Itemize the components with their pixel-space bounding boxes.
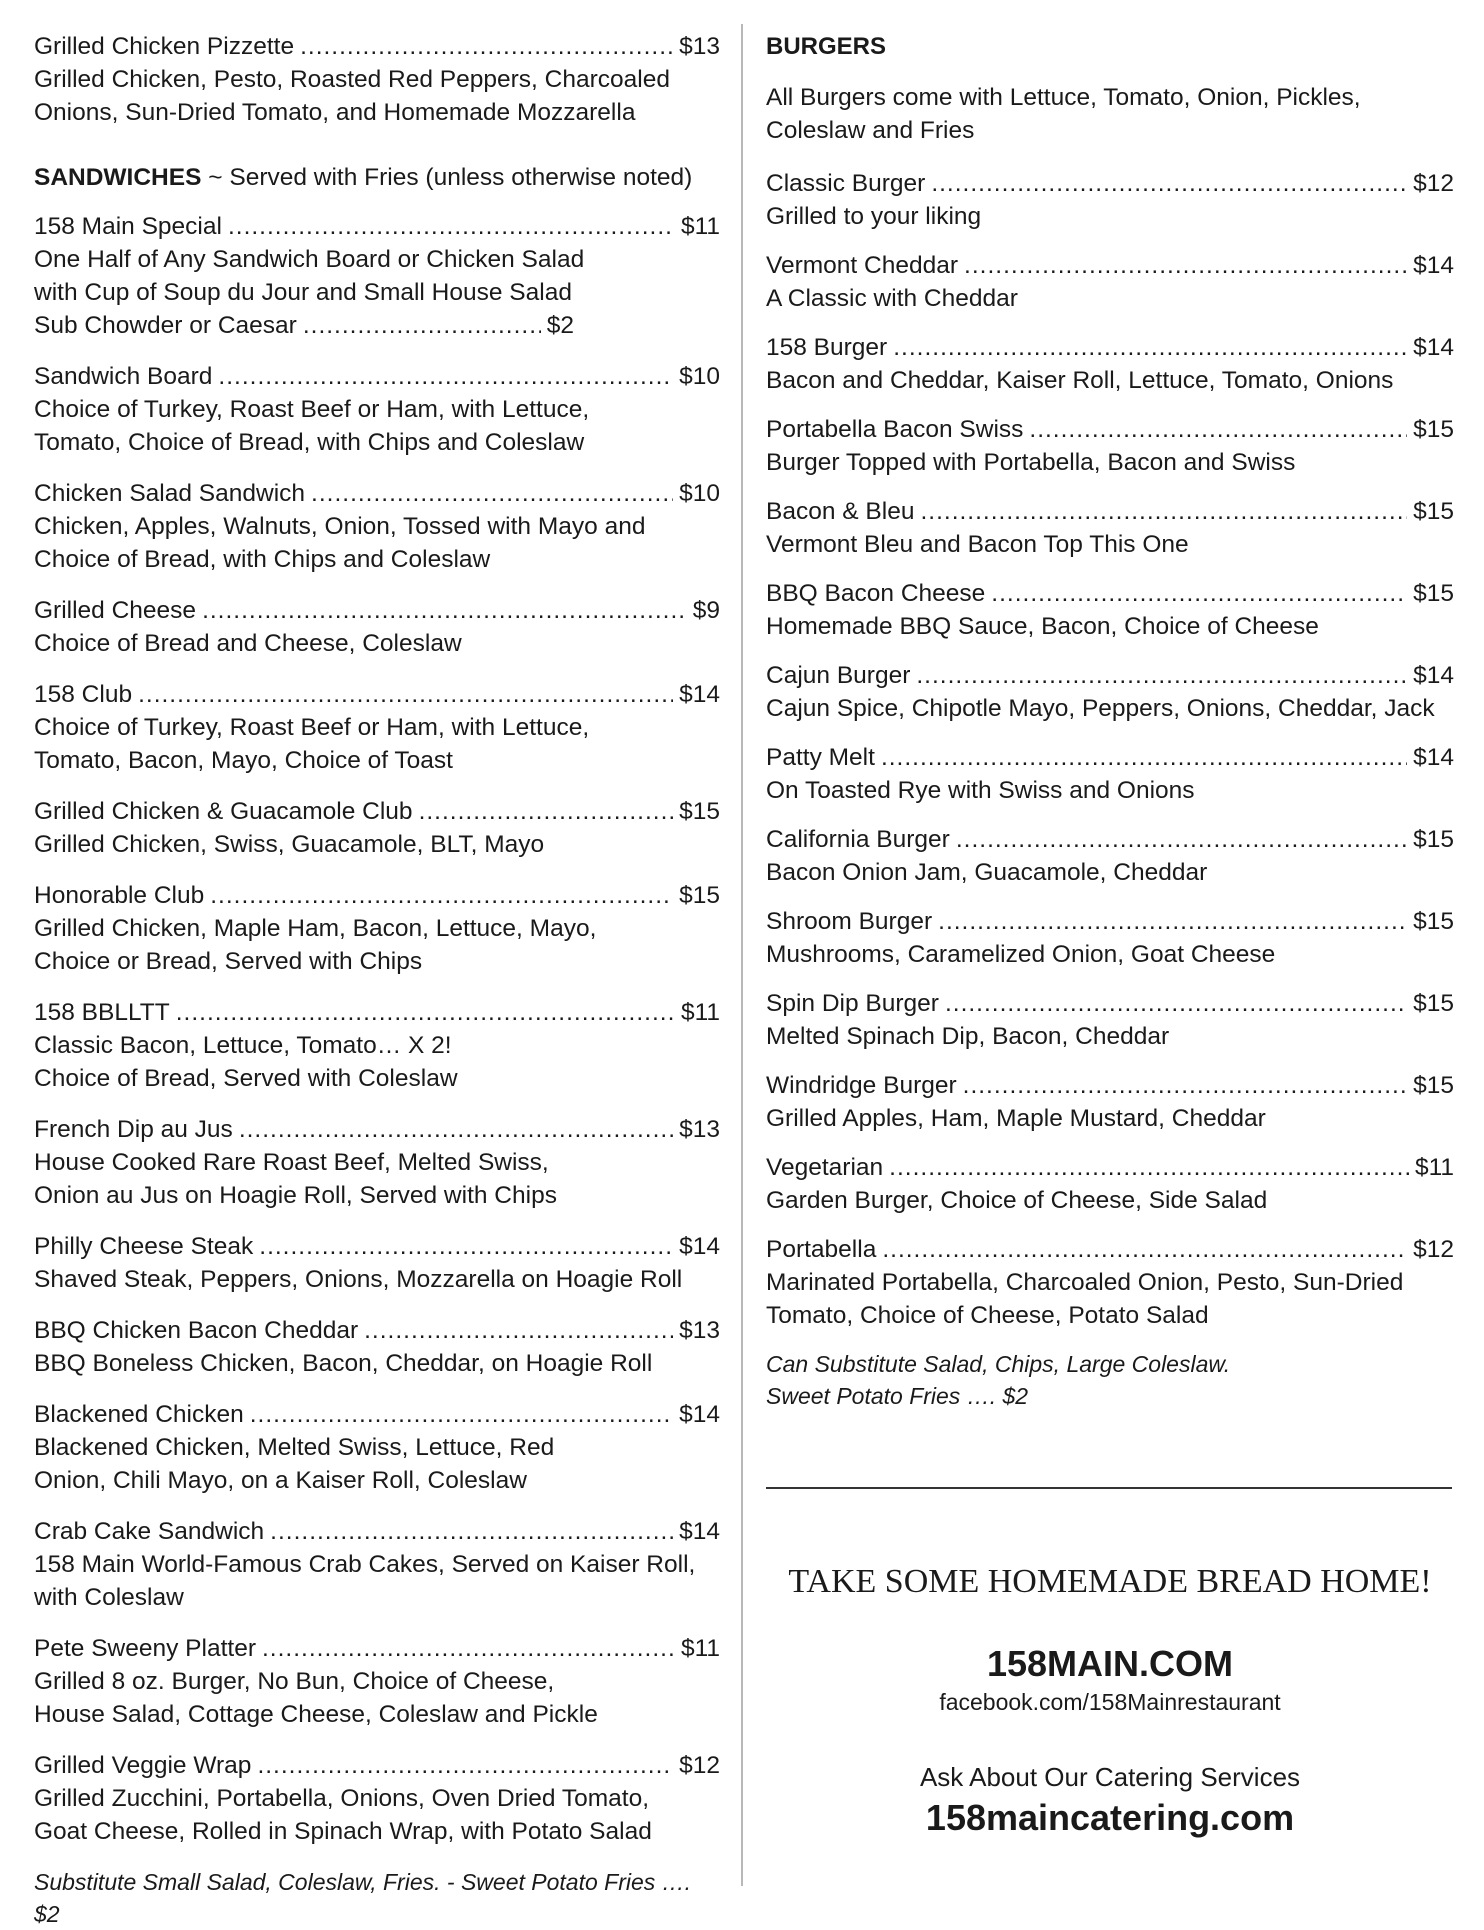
menu-item bbox=[766, 331, 1454, 397]
item-desc: Burger Topped with Portabella, Bacon and Swiss bbox=[766, 449, 1296, 476]
item-desc: One Half of Any Sandwich Board or Chicken Salad bbox=[34, 246, 585, 273]
item-desc: Choice of Bread, Served with Coleslaw bbox=[34, 1065, 458, 1092]
item-name: 158 Burger bbox=[766, 334, 888, 361]
item-desc: Grilled Chicken, Pesto, Roasted Red Peppers, Charcoaled bbox=[34, 66, 670, 93]
item-name: 158 BBLLTT bbox=[34, 999, 170, 1026]
item-desc: Homemade BBQ Sauce, Bacon, Choice of Cheese bbox=[766, 613, 1319, 640]
menu-item bbox=[766, 413, 1454, 479]
item-desc: with Cup of Soup du Jour and Small House Salad bbox=[34, 279, 572, 306]
menu-item bbox=[34, 210, 720, 342]
facebook-link[interactable]: facebook.com/158Mainrestaurant bbox=[939, 1689, 1281, 1715]
menu-item bbox=[34, 594, 720, 660]
item-price: $10 bbox=[679, 363, 720, 390]
item-name: Spin Dip Burger bbox=[766, 990, 939, 1017]
item-price: $14 bbox=[1413, 252, 1454, 279]
item-name: BBQ Bacon Cheese bbox=[766, 580, 986, 607]
item-price: $15 bbox=[1413, 908, 1454, 935]
menu-item bbox=[34, 795, 720, 861]
item-price: $12 bbox=[1413, 170, 1454, 197]
item-name: 158 Main Special bbox=[34, 213, 222, 240]
menu-item bbox=[34, 996, 720, 1095]
item-desc: Garden Burger, Choice of Cheese, Side Salad bbox=[766, 1187, 1268, 1214]
item-desc: Grilled Apples, Ham, Maple Mustard, Cheddar bbox=[766, 1105, 1266, 1132]
item-name: French Dip au Jus bbox=[34, 1116, 233, 1143]
item-desc: Grilled Chicken, Maple Ham, Bacon, Lettuce, Mayo, bbox=[34, 915, 597, 942]
menu-item bbox=[766, 741, 1454, 807]
menu-item bbox=[766, 249, 1454, 315]
item-desc: Mushrooms, Caramelized Onion, Goat Cheese bbox=[766, 941, 1276, 968]
menu-item bbox=[766, 167, 1454, 233]
item-desc: Tomato, Choice of Cheese, Potato Salad bbox=[766, 1302, 1209, 1329]
menu-item bbox=[34, 1113, 720, 1212]
item-desc: Choice of Turkey, Roast Beef or Ham, with Lettuce, bbox=[34, 714, 590, 741]
item-desc: Onions, Sun-Dried Tomato, and Homemade Mozzarella bbox=[34, 99, 636, 126]
item-name: Windridge Burger bbox=[766, 1072, 957, 1099]
item-desc: Melted Spinach Dip, Bacon, Cheddar bbox=[766, 1023, 1170, 1050]
item-price: $15 bbox=[1413, 580, 1454, 607]
menu-item bbox=[34, 1749, 720, 1848]
item-desc: Grilled Chicken, Swiss, Guacamole, BLT, Mayo bbox=[34, 831, 545, 858]
item-name: Philly Cheese Steak bbox=[34, 1233, 254, 1260]
item-desc: Grilled 8 oz. Burger, No Bun, Choice of Cheese, bbox=[34, 1668, 555, 1695]
item-price: $15 bbox=[679, 882, 720, 909]
item-price: $13 bbox=[679, 1116, 720, 1143]
item-name: Honorable Club bbox=[34, 882, 205, 909]
item-desc: Choice of Bread, with Chips and Coleslaw bbox=[34, 546, 491, 573]
right-column bbox=[766, 30, 1454, 1412]
item-name: Chicken Salad Sandwich bbox=[34, 480, 306, 507]
item-desc: Goat Cheese, Rolled in Spinach Wrap, with Potato Salad bbox=[34, 1818, 652, 1845]
menu-item bbox=[34, 678, 720, 777]
menu-item bbox=[34, 1314, 720, 1380]
menu-item bbox=[766, 1151, 1454, 1217]
item-price: $11 bbox=[680, 1635, 720, 1662]
item-desc: Bacon and Cheddar, Kaiser Roll, Lettuce, Tomato, Onions bbox=[766, 367, 1394, 394]
item-price: $14 bbox=[1413, 662, 1454, 689]
sandwiches-header bbox=[34, 161, 720, 194]
item-price: $9 bbox=[692, 597, 720, 624]
menu-item bbox=[34, 1632, 720, 1731]
item-name: BBQ Chicken Bacon Cheddar bbox=[34, 1317, 359, 1344]
item-name: Portabella Bacon Swiss bbox=[766, 416, 1024, 443]
item-desc: Marinated Portabella, Charcoaled Onion, Pesto, Sun-Dried bbox=[766, 1269, 1404, 1296]
item-desc: House Salad, Cottage Cheese, Coleslaw and Pickle bbox=[34, 1701, 598, 1728]
item-desc: Classic Bacon, Lettuce, Tomato… X 2! bbox=[34, 1032, 452, 1059]
item-desc: 158 Main World-Famous Crab Cakes, Served on Kaiser Roll, bbox=[34, 1551, 696, 1578]
website-link[interactable]: 158MAIN.COM bbox=[986, 1643, 1234, 1684]
item-price: $15 bbox=[1413, 416, 1454, 443]
item-name: Vermont Cheddar bbox=[766, 252, 959, 279]
item-desc: Blackened Chicken, Melted Swiss, Lettuce, Red bbox=[34, 1434, 555, 1461]
item-desc: BBQ Boneless Chicken, Bacon, Cheddar, on Hoagie Roll bbox=[34, 1350, 653, 1377]
promo-divider bbox=[766, 1487, 1452, 1489]
menu-item bbox=[766, 577, 1454, 643]
item-desc: Choice of Bread and Cheese, Coleslaw bbox=[34, 630, 462, 657]
item-price: $11 bbox=[680, 213, 720, 240]
menu-item bbox=[766, 1233, 1454, 1332]
item-name: Sandwich Board bbox=[34, 363, 213, 390]
menu-item bbox=[34, 879, 720, 978]
catering-prompt: Ask About Our Catering Services bbox=[919, 1762, 1301, 1792]
item-desc: Chicken, Apples, Walnuts, Onion, Tossed with Mayo and bbox=[34, 513, 646, 540]
menu-item bbox=[34, 1515, 720, 1614]
item-name: Crab Cake Sandwich bbox=[34, 1518, 265, 1545]
item-name: Shroom Burger bbox=[766, 908, 933, 935]
item-desc: Onion, Chili Mayo, on a Kaiser Roll, Coleslaw bbox=[34, 1467, 527, 1494]
menu-item bbox=[766, 987, 1454, 1053]
item-desc: Cajun Spice, Chipotle Mayo, Peppers, Onions, Cheddar, Jack bbox=[766, 695, 1435, 722]
item-price: $13 bbox=[679, 33, 720, 60]
item-price: $13 bbox=[679, 1317, 720, 1344]
item-name: Pete Sweeny Platter bbox=[34, 1635, 256, 1662]
item-desc: Tomato, Bacon, Mayo, Choice of Toast bbox=[34, 747, 453, 774]
item-name: Portabella bbox=[766, 1236, 877, 1263]
item-desc: Tomato, Choice of Bread, with Chips and Coleslaw bbox=[34, 429, 585, 456]
item-price: $15 bbox=[1413, 1072, 1454, 1099]
item-price: $14 bbox=[1413, 744, 1454, 771]
item-desc: Bacon Onion Jam, Guacamole, Cheddar bbox=[766, 859, 1208, 886]
item-name: Vegetarian bbox=[766, 1154, 884, 1181]
item-price: $12 bbox=[679, 1752, 720, 1779]
menu-item bbox=[34, 360, 720, 459]
item-desc: Onion au Jus on Hoagie Roll, Served with Chips bbox=[34, 1182, 557, 1209]
item-price: $10 bbox=[679, 480, 720, 507]
item-desc: Grilled to your liking bbox=[766, 203, 982, 230]
item-extra: Sub Chowder or Caesar ..... $2 bbox=[34, 309, 574, 342]
item-desc: Choice or Bread, Served with Chips bbox=[34, 948, 423, 975]
item-price: $11 bbox=[1414, 1154, 1454, 1181]
column-divider bbox=[741, 24, 743, 1886]
item-name: Patty Melt bbox=[766, 744, 875, 771]
item-price: $12 bbox=[1413, 1236, 1454, 1263]
item-price: $14 bbox=[679, 1401, 720, 1428]
burger-list bbox=[766, 167, 1454, 1332]
item-price: $14 bbox=[679, 681, 720, 708]
item-name: Grilled Chicken Pizzette bbox=[34, 33, 295, 60]
left-note: Substitute Small Salad, Coleslaw, Fries. - Sweet Potato Fries …. $2 bbox=[34, 1869, 692, 1927]
item-name: California Burger bbox=[766, 826, 950, 853]
item-price: $15 bbox=[1413, 990, 1454, 1017]
menu-item bbox=[766, 905, 1454, 971]
item-desc: A Classic with Cheddar bbox=[766, 285, 1018, 312]
item-name: Grilled Cheese bbox=[34, 597, 197, 624]
item-desc: with Coleslaw bbox=[34, 1584, 184, 1611]
item-price: $14 bbox=[679, 1518, 720, 1545]
item-price: $11 bbox=[680, 999, 720, 1026]
item-price: $14 bbox=[679, 1233, 720, 1260]
burgers-title: BURGERS bbox=[766, 33, 887, 60]
bread-promo: TAKE SOME HOMEMADE BREAD HOME! bbox=[788, 1563, 1432, 1600]
item-desc: Shaved Steak, Peppers, Onions, Mozzarella on Hoagie Roll bbox=[34, 1266, 683, 1293]
item-name: Blackened Chicken bbox=[34, 1401, 244, 1428]
item-price: $15 bbox=[1413, 826, 1454, 853]
menu-item bbox=[34, 477, 720, 576]
item-desc: Grilled Zucchini, Portabella, Onions, Oven Dried Tomato, bbox=[34, 1785, 650, 1812]
item-name: Classic Burger bbox=[766, 170, 926, 197]
item-price: $15 bbox=[1413, 498, 1454, 525]
item-desc: On Toasted Rye with Swiss and Onions bbox=[766, 777, 1195, 804]
left-column bbox=[34, 30, 720, 1930]
sandwich-list bbox=[34, 210, 720, 1848]
section-title: SANDWICHES bbox=[34, 164, 202, 191]
menu-item bbox=[766, 495, 1454, 561]
menu-item bbox=[34, 1230, 720, 1296]
item-name: Bacon & Bleu bbox=[766, 498, 915, 525]
item-price: $15 bbox=[679, 798, 720, 825]
item-desc: House Cooked Rare Roast Beef, Melted Swiss, bbox=[34, 1149, 549, 1176]
item-name: Grilled Veggie Wrap bbox=[34, 1752, 252, 1779]
item-name: Grilled Chicken & Guacamole Club bbox=[34, 798, 413, 825]
menu-item bbox=[766, 659, 1454, 725]
catering-link[interactable]: 158maincatering.com bbox=[925, 1797, 1295, 1838]
menu-item bbox=[34, 1398, 720, 1497]
item-name: Cajun Burger bbox=[766, 662, 911, 689]
menu-item bbox=[766, 1069, 1454, 1135]
item-price: $14 bbox=[1413, 334, 1454, 361]
item-desc: Vermont Bleu and Bacon Top This One bbox=[766, 531, 1189, 558]
menu-item-top bbox=[34, 30, 720, 129]
right-note: Can Substitute Salad, Chips, Large Coleslaw. Sweet Potato Fries …. $2 bbox=[766, 1351, 1231, 1409]
item-desc: Choice of Turkey, Roast Beef or Ham, with Lettuce, bbox=[34, 396, 590, 423]
menu-item bbox=[766, 823, 1454, 889]
section-subtitle: ~ Served with Fries (unless otherwise noted) bbox=[208, 164, 693, 191]
item-name: 158 Club bbox=[34, 681, 133, 708]
burgers-intro: All Burgers come with Lettuce, Tomato, Onion, Pickles, Coleslaw and Fries bbox=[766, 84, 1361, 144]
